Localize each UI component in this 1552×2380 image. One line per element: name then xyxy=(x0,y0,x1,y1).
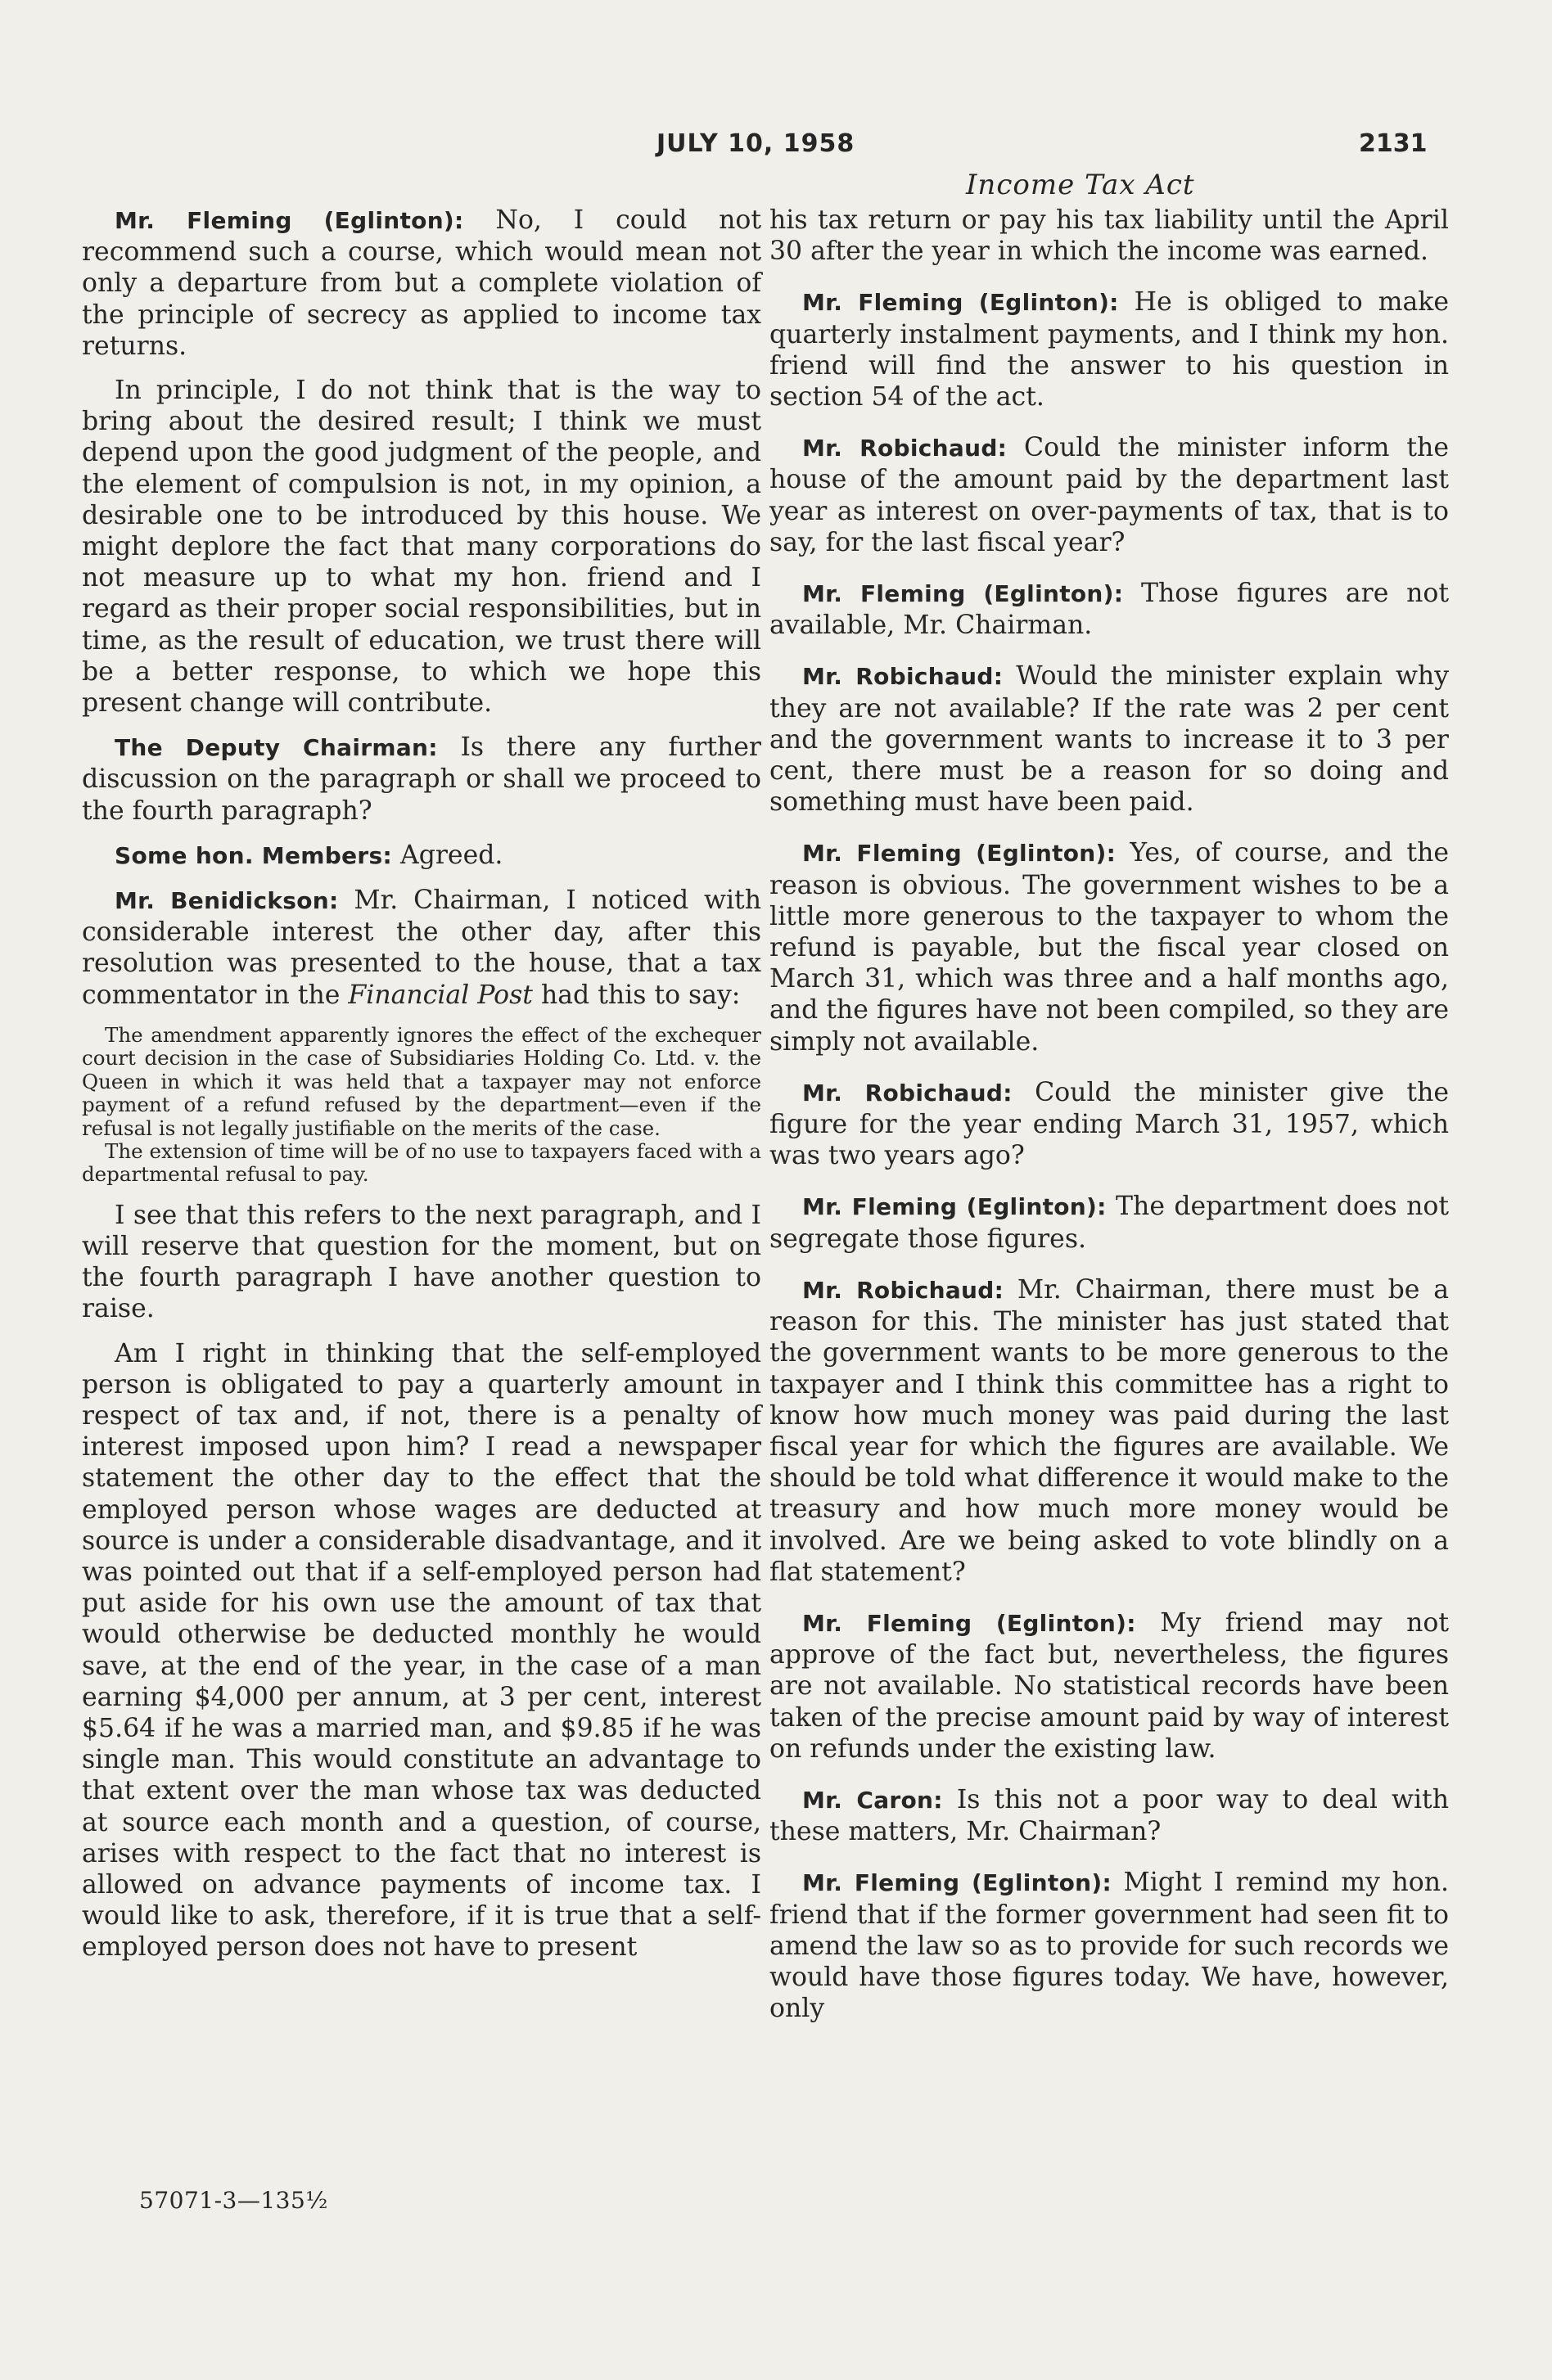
continued-paragraph: his tax return or pay his tax liability until the April 30 after the year in which the income was earned. xyxy=(769,205,1449,267)
page-number: 2131 xyxy=(1359,129,1428,158)
speech-paragraph xyxy=(769,1607,1449,1765)
speaker-name: Mr. Fleming (Eglinton): xyxy=(802,1193,1107,1221)
speech-paragraph xyxy=(82,885,761,1011)
speech-text: had this to say: xyxy=(532,980,741,1010)
speech-paragraph xyxy=(769,1077,1449,1172)
speech-text: Those figures are not available, Mr. Chairman. xyxy=(769,579,1449,641)
paragraph: I see that this refers to the next paragraph, and I will reserve that question for the moment, but on the fourth paragraph I have another question to raise. xyxy=(82,1200,761,1324)
speaker-name: Mr. Robichaud: xyxy=(802,435,1008,462)
right-column xyxy=(769,205,1449,2037)
speech-paragraph xyxy=(82,205,761,362)
speaker-name: Mr. Robichaud: xyxy=(802,663,1004,691)
speech-paragraph xyxy=(82,732,761,827)
quoted-passage: The amendment apparently ignores the effect of the exchequer court decision in the case of Subsidiaries Holding Co. Ltd. v. the Queen in which it was held that a taxpayer may not enforce payment of a refund refused by the department—even if the refusal is not legally justifiable on the merits of the case. xyxy=(82,1022,761,1140)
speech-text: Would the minister explain why they are not available? If the rate was 2 per cent and the government wants to increase it to 3 per cent, there must be a reason for so doing and something must have been paid. xyxy=(769,661,1449,818)
speech-paragraph xyxy=(769,1274,1449,1588)
section-subject: Income Tax Act xyxy=(966,169,1195,201)
publication-title: Financial Post xyxy=(348,980,533,1010)
speaker-name: Mr. Fleming (Eglinton): xyxy=(802,289,1119,317)
quoted-passage: The extension of time will be of no use to taxpayers faced with a departmental refusal to pay. xyxy=(82,1138,761,1187)
speech-text: Could the minister give the figure for the year ending March 31, 1957, which was two years ago? xyxy=(769,1077,1449,1171)
speech-text: No, I could not recommend such a course, which would mean not only a departure from but a complete violation of the principle of secrecy as applied to income tax returns. xyxy=(82,205,762,361)
speech-paragraph xyxy=(769,1191,1449,1254)
speech-paragraph xyxy=(769,1784,1449,1847)
speech-paragraph xyxy=(769,432,1449,558)
speech-paragraph xyxy=(769,1867,1449,2024)
speaker-name: Mr. Caron: xyxy=(802,1786,943,1814)
speech-paragraph xyxy=(769,660,1449,818)
speaker-name: Mr. Benidickson: xyxy=(115,887,339,915)
paragraph: Am I right in thinking that the self-employed person is obligated to pay a quarterly amount in respect of tax and, if not, there is a penalty of interest imposed upon him? I read a newspaper statement the other day to the effect that the employed person whose wages are deducted at source is under a considerable disadvantage, and it was pointed out that if a self-employed person had put aside for his own use the amount of tax that would otherwise be deducted monthly he would save, at the end of the year, in the case of a man earning $4,000 per annum, at 3 per cent, interest $5.64 if he was a married man, and $9.85 if he was single man. This would constitute an advantage to that extent over the man whose tax was deducted at source each month and a question, of course, arises with respect to the fact that no interest is allowed on advance payments of income tax. I would like to ask, therefore, if it is true that a self-employed person does not have to present xyxy=(82,1338,761,1963)
speaker-name: Some hon. Members: xyxy=(115,841,392,869)
header-date: JULY 10, 1958 xyxy=(656,129,855,158)
speech-text: The department does not segregate those figures. xyxy=(769,1192,1449,1254)
page-header xyxy=(0,129,1552,170)
speaker-name: The Deputy Chairman: xyxy=(115,734,438,762)
speech-text: Is this not a poor way to deal with these matters, Mr. Chairman? xyxy=(769,1784,1449,1847)
speaker-name: Mr. Fleming (Eglinton): xyxy=(802,840,1117,868)
speech-paragraph xyxy=(769,286,1449,412)
speaker-name: Mr. Robichaud: xyxy=(802,1276,1004,1304)
left-column xyxy=(82,205,761,1977)
speaker-name: Mr. Fleming (Eglinton): xyxy=(802,1609,1136,1637)
speech-text: My friend may not approve of the fact but, nevertheless, the figures are not available. No statistical records have been taken of the precise amount paid by way of interest on refunds under the existing law. xyxy=(769,1607,1449,1764)
speaker-name: Mr. Robichaud: xyxy=(802,1079,1013,1107)
speech-text: He is obliged to make quarterly instalment payments, and I think my hon. friend will find the answer to his question in section 54 of the act. xyxy=(769,287,1449,412)
speech-text: Mr. Chairman, I noticed with considerable interest the other day, after this resolution was presented to the house, that a tax commentator in the xyxy=(82,886,761,1010)
speech-paragraph xyxy=(769,837,1449,1057)
speech-text: Could the minister inform the house of the amount paid by the department last year as interest on over-payments of tax, that is to say, for the last fiscal year? xyxy=(769,433,1449,557)
speech-paragraph xyxy=(82,840,761,872)
speaker-name: Mr. Fleming (Eglinton): xyxy=(802,1869,1112,1897)
speech-text: Is there any further discussion on the paragraph or shall we proceed to the fourth paragraph? xyxy=(82,732,761,826)
speech-paragraph xyxy=(769,578,1449,641)
speech-text: Yes, of course, and the reason is obvious. The government wishes to be a little more generous to the taxpayer to whom the refund is payable, but the fiscal year closed on March 31, which was three and a half months ago, and the figures have not been compiled, so they are simply not available. xyxy=(769,838,1450,1057)
speech-text: Might I remind my hon. friend that if the former government had seen fit to amend the law so as to provide for such records we would have those figures today. We have, however, only xyxy=(769,1868,1450,2024)
speech-text: Agreed. xyxy=(391,840,503,870)
speaker-name: Mr. Fleming (Eglinton): xyxy=(115,207,464,234)
speaker-name: Mr. Fleming (Eglinton): xyxy=(802,580,1124,608)
paragraph: In principle, I do not think that is the way to bring about the desired result; I think we must depend upon the good judgment of the people, and the element of compulsion is not, in my opinion, a desirable one to be introduced by this house. We might deplore the fact that many corporations do not measure up to what my hon. friend and I regard as their proper social responsibilities, but in time, as the result of education, we trust there will be a better response, to which we hope this present change will contribute. xyxy=(82,376,761,719)
printer-code: 57071-3—135½ xyxy=(139,2187,328,2214)
speech-text: Mr. Chairman, there must be a reason for this. The minister has just stated that the government wants to be more generous to the taxpayer and I think this committee has a right to know how much money was paid during the last fiscal year for which the figures are available. We should be told what difference it would make to the treasury and how much more money would be involved. Are we being asked to vote blindly on a flat statement? xyxy=(769,1274,1449,1587)
